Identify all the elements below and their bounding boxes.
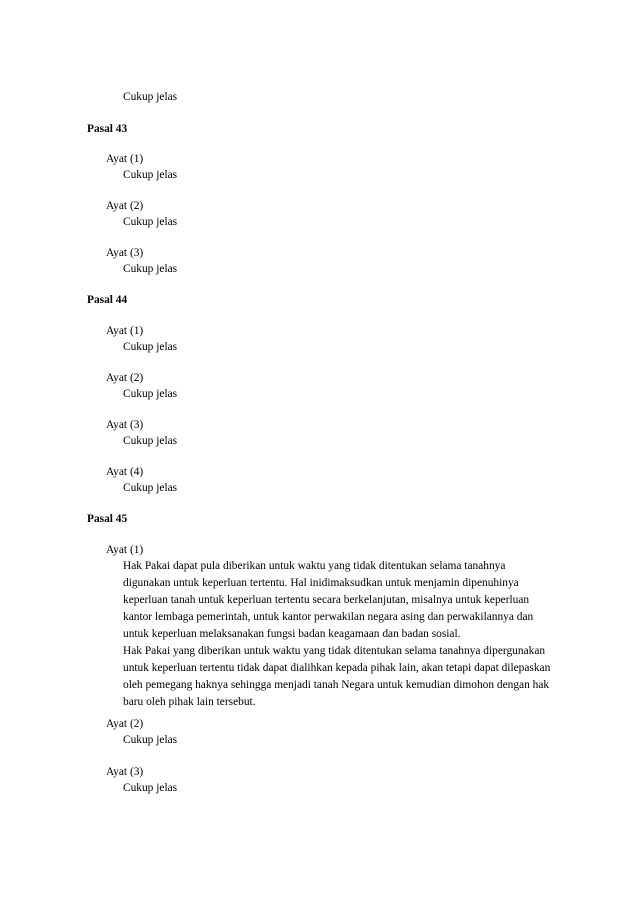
pasal-44-title: Pasal 44	[87, 294, 128, 306]
pasal-45-ayat-1-line: untuk keperluan melaksanakan fungsi badan keagamaan dan badan sosial.	[123, 628, 461, 640]
pasal-45-ayat-1-line: Hak Pakai yang diberikan untuk waktu yang tidak ditentukan selama tanahnya dipergunakan	[123, 645, 546, 657]
pasal-45-ayat-3-text: Cukup jelas	[123, 782, 178, 794]
pasal-44-ayat-3-text: Cukup jelas	[123, 435, 178, 447]
pasal-43-ayat-2-text: Cukup jelas	[123, 216, 178, 228]
pasal-44-ayat-1-label: Ayat (1)	[106, 325, 144, 337]
pasal-44-ayat-2-label: Ayat (2)	[106, 372, 144, 384]
pasal-45-ayat-1-line: baru oleh pihak lain tersebut.	[123, 696, 256, 708]
pasal-45-ayat-2-label: Ayat (2)	[106, 718, 144, 730]
pasal-45-ayat-1-label: Ayat (1)	[106, 544, 144, 556]
pasal-43-title: Pasal 43	[87, 123, 128, 135]
pasal-43-ayat-1-label: Ayat (1)	[106, 153, 144, 165]
pasal-43-ayat-1-text: Cukup jelas	[123, 169, 178, 181]
pasal-45-ayat-1-line: keperluan tanah untuk keperluan tertentu secara berkelanjutan, misalnya untuk keperluan	[123, 594, 530, 606]
pasal-45-ayat-2-text: Cukup jelas	[123, 734, 178, 746]
pasal-44-ayat-3-label: Ayat (3)	[106, 419, 144, 431]
pasal-45-ayat-1-line: digunakan untuk keperluan tertentu. Hal inidimaksudkan untuk menjamin dipenuhinya	[123, 577, 519, 589]
pasal-43-ayat-2-label: Ayat (2)	[106, 200, 144, 212]
pasal-44-ayat-4-label: Ayat (4)	[106, 466, 144, 478]
pasal-43-ayat-3-label: Ayat (3)	[106, 247, 144, 259]
pasal-45-ayat-1-line: Hak Pakai dapat pula diberikan untuk waktu yang tidak ditentukan selama tanahnya	[123, 560, 506, 572]
pasal-44-ayat-4-text: Cukup jelas	[123, 482, 178, 494]
pasal-44-ayat-2-text: Cukup jelas	[123, 388, 178, 400]
pasal-45-ayat-1-line: untuk keperluan tertentu tidak dapat dialihkan kepada pihak lain, akan tetapi dapat dilepaskan	[123, 662, 551, 674]
pasal-45-title: Pasal 45	[87, 513, 128, 525]
pasal-45-ayat-3-label: Ayat (3)	[106, 766, 144, 778]
pasal-43-ayat-3-text: Cukup jelas	[123, 263, 178, 275]
pasal-44-ayat-1-text: Cukup jelas	[123, 341, 178, 353]
pasal-45-ayat-1-line: oleh pemegang haknya sehingga menjadi tanah Negara untuk kemudian dimohon dengan hak	[123, 679, 550, 691]
top-text: Cukup jelas	[123, 91, 178, 103]
pasal-45-ayat-1-line: kantor lembaga pemerintah, untuk kantor perwakilan negara asing dan perwakilannya dan	[123, 611, 534, 623]
